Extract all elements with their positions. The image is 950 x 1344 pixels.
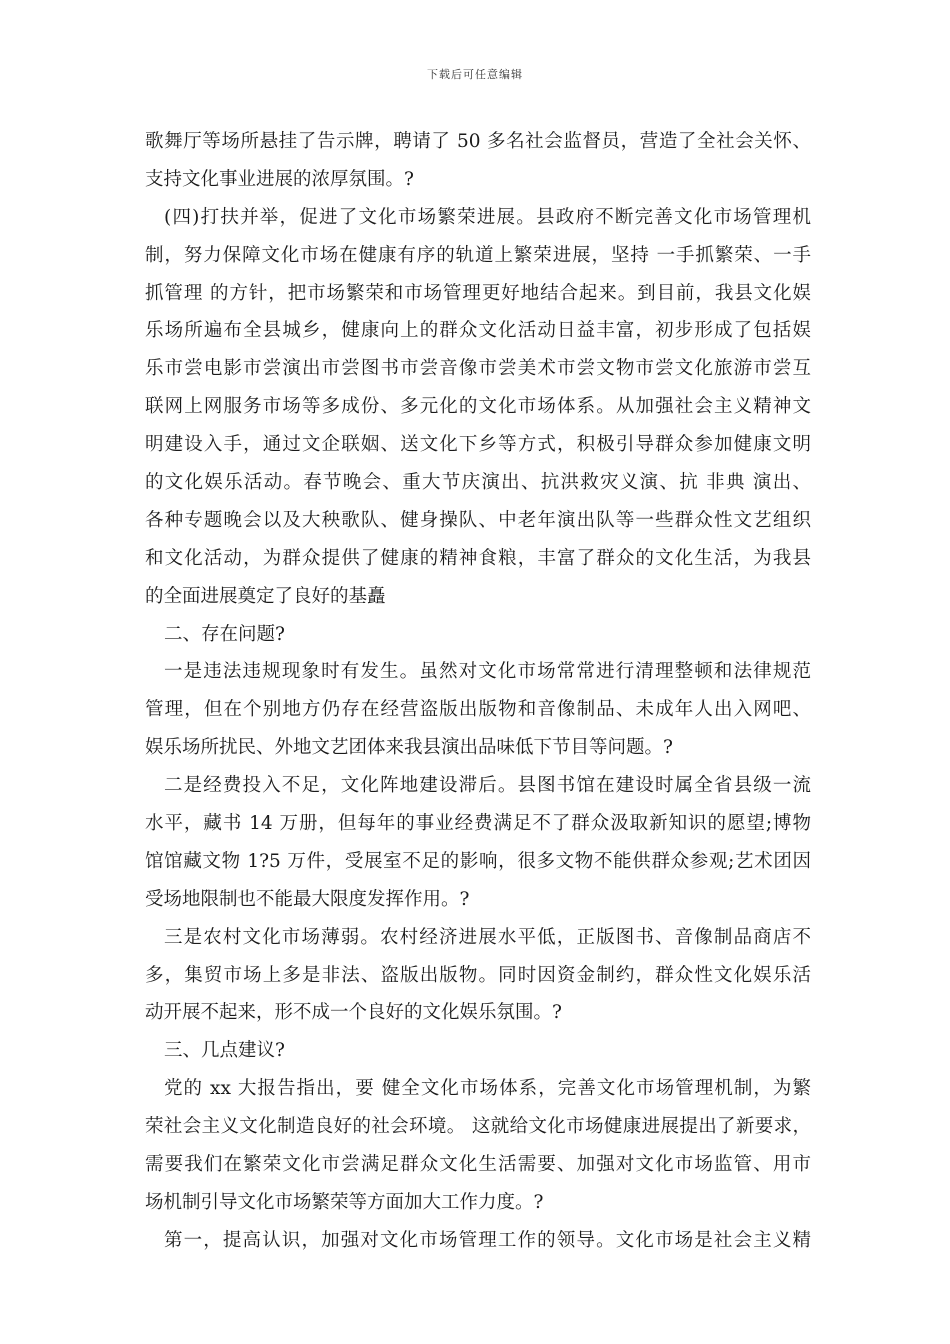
text-line: 的全面进展奠定了良好的基矗: [145, 585, 386, 607]
text-line: 需要我们在繁荣文化市尝满足群众文化生活需要、加强对文化市场监管、用市: [145, 1154, 811, 1176]
text-line: 馆馆藏文物 1?5 万件，受展室不足的影响，很多文物不能供群众参观;艺术团因: [145, 850, 811, 872]
text-line: 支持文化事业进展的浓厚氛围。?: [145, 168, 414, 190]
paragraph-start-line: 党的 xx 大报告指出，要 健全文化市场体系，完善文化市场管理机制，为繁: [164, 1078, 811, 1100]
text-line: 制，努力保障文化市场在健康有序的轨道上繁荣进展，坚持 一手抓繁荣、一手: [145, 244, 811, 266]
text-line: 水平，藏书 14 万册，但每年的事业经费满足不了群众汲取新知识的愿望;博物: [145, 813, 811, 835]
page-header-note: 下载后可任意编辑: [427, 68, 523, 81]
text-line: 乐市尝电影市尝演出市尝图书市尝音像市尝美术市尝文物市尝文化旅游市尝互: [145, 358, 811, 380]
text-line: 动开展不起来，形不成一个良好的文化娱乐氛围。?: [145, 1002, 562, 1024]
text-line: 受场地限制也不能最大限度发挥作用。?: [145, 888, 470, 910]
text-line: 各种专题晚会以及大秧歌队、健身操队、中老年演出队等一些群众性文艺组织: [145, 509, 811, 531]
text-line: 明建设入手，通过文企联姻、送文化下乡等方式，积极引导群众参加健康文明: [145, 434, 811, 456]
section-heading: 三、几点建议?: [164, 1040, 285, 1062]
text-line: 场机制引导文化市场繁荣等方面加大工作力度。?: [145, 1191, 544, 1213]
text-line: 多，集贸市场上多是非法、盗版出版物。同时因资金制约，群众性文化娱乐活: [145, 964, 811, 986]
text-line: 荣社会主义文化制造良好的社会环境。 这就给文化市场健康进展提出了新要求，: [145, 1116, 811, 1138]
text-line: 和文化活动，为群众提供了健康的精神食粮，丰富了群众的文化生活，为我县: [145, 547, 811, 569]
text-line: 的文化娱乐活动。春节晚会、重大节庆演出、抗洪救灾义演、抗 非典 演出、: [145, 472, 811, 494]
paragraph-start-line: 二是经费投入不足，文化阵地建设滞后。县图书馆在建设时属全省县级一流: [164, 775, 811, 797]
text-line: 抓管理 的方针，把市场繁荣和市场管理更好地结合起来。到目前，我县文化娱: [145, 282, 811, 304]
text-line: 管理，但在个别地方仍存在经营盗版出版物和音像制品、未成年人出入网吧、: [145, 699, 811, 721]
text-line: 乐场所遍布全县城乡，健康向上的群众文化活动日益丰富，初步形成了包括娱: [145, 320, 811, 342]
text-line: 联网上网服务市场等多成份、多元化的文化市场体系。从加强社会主义精神文: [145, 396, 811, 418]
paragraph-start-line: (四)打扶并举，促进了文化市场繁荣进展。县政府不断完善文化市场管理机: [164, 206, 811, 228]
paragraph-start-line: 一是违法违规现象时有发生。虽然对文化市场常常进行清理整顿和法律规范: [164, 661, 811, 683]
text-line: 歌舞厅等场所悬挂了告示牌，聘请了 50 多名社会监督员，营造了全社会关怀、: [145, 131, 811, 152]
text-line: 娱乐场所扰民、外地文艺团体来我县演出品味低下节目等问题。?: [145, 737, 673, 759]
section-heading: 二、存在问题?: [164, 623, 285, 645]
paragraph-start-line: 第一，提高认识，加强对文化市场管理工作的领导。文化市场是社会主义精: [164, 1229, 811, 1251]
paragraph-start-line: 三是农村文化市场薄弱。农村经济进展水平低，正版图书、音像制品商店不: [164, 926, 811, 948]
document-body: [145, 123, 811, 1260]
